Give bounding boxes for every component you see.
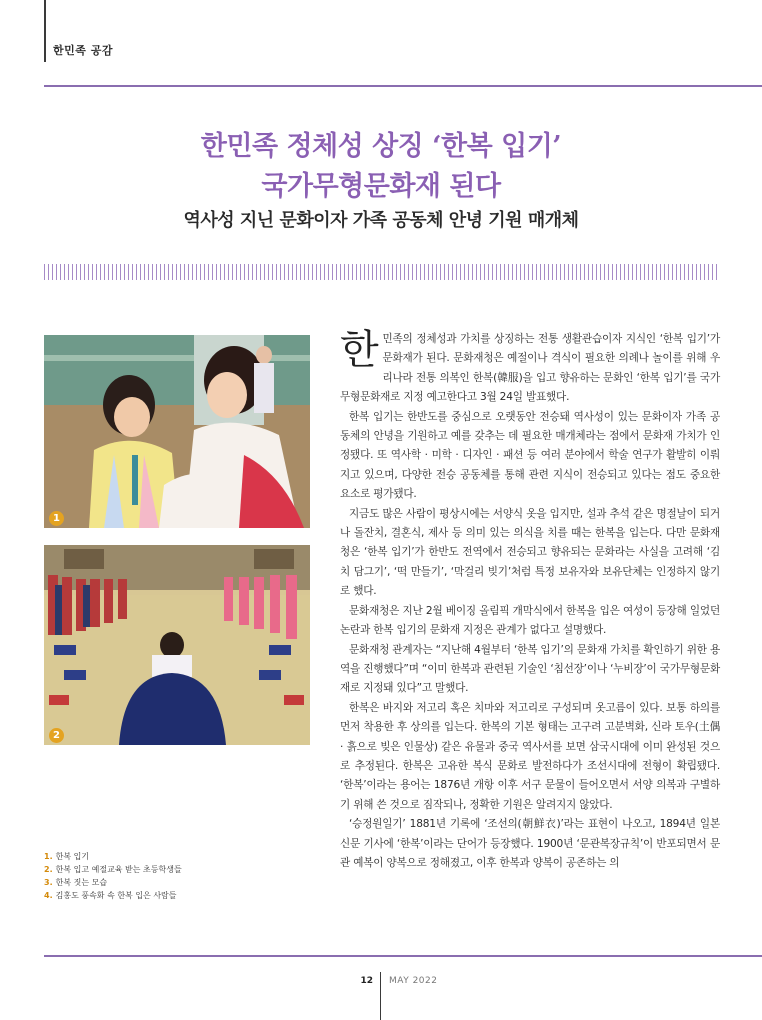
header-vertical-line bbox=[44, 0, 46, 62]
caption-item: 3. 한복 짓는 모습 bbox=[44, 878, 108, 887]
photo-etiquette-class bbox=[44, 545, 310, 745]
photo-1-illustration bbox=[44, 335, 310, 528]
article-paragraph: 지금도 많은 사람이 평상시에는 서양식 옷을 입지만, 설과 추석 같은 명절날이 되거나 돌잔치, 결혼식, 제사 등 의미 있는 의식을 치를 때는 한복을 입는다. 다만 문화재청은 ‘한복 입기’가 한반도 전역에서 전승되고 향유되는 문화라는 사실을 고려해 ‘김치 담그기’, ‘떡 만들기’, ‘막걸리 빚기’처럼 특정 보유자와 보유단체는 인정하지 않기로 했다. bbox=[340, 507, 720, 598]
photo-captions bbox=[44, 850, 304, 902]
article-body bbox=[340, 327, 720, 873]
headline-line-2: 국가무형문화재 된다 bbox=[261, 171, 501, 202]
section-label: 한민족 공감 bbox=[53, 44, 113, 57]
subtitle: 역사성 지닌 문화이자 가족 공동체 안녕 기원 매개체 bbox=[183, 210, 579, 231]
page-number: 12 bbox=[360, 976, 373, 986]
photo-hanbok-dressing bbox=[44, 335, 310, 528]
footer-vertical-line bbox=[380, 972, 381, 1020]
footer-rule bbox=[44, 955, 762, 957]
caption-item: 2. 한복 입고 예절교육 받는 초등학생들 bbox=[44, 865, 182, 874]
article-paragraph: 한복 입기는 한반도를 중심으로 오랫동안 전승돼 역사성이 있는 문화이자 가족 공동체의 안녕을 기원하고 예를 갖추는 데 필요한 매개체라는 점에서 문화재 가치가 인정됐다. 또 역사학 · 미학 · 디자인 · 패션 등 여러 분야에서 학술 연구가 활발히 이뤄지고 있으며, 다양한 전승 공동체를 통해 관련 지식이 전승되고 있다는 점도 중요한 요소로 평가됐다. bbox=[340, 410, 720, 501]
article-paragraph: 문화재청 관계자는 “지난해 4월부터 ‘한복 입기’의 문화재 가치를 확인하기 위한 용역을 진행했다”며 “이미 한복과 관련된 기술인 ‘침선장’이나 ‘누비장’이 국가무형문화재로 지정돼 있다”고 말했다. bbox=[340, 643, 720, 695]
article-paragraph: 한민족의 정체성과 가치를 상징하는 전통 생활관습이자 지식인 ‘한복 입기’가 문화재가 된다. 문화재청은 예절이나 격식이 필요한 의례나 놀이를 위해 우리나라 전통 의복인 한복(韓服)을 입고 향유하는 문화인 ‘한복 입기’를 국가무형문화재로 지정 예고한다고 3월 24일 발표했다. bbox=[340, 327, 720, 404]
photo-badge-2: 2 bbox=[49, 728, 64, 743]
article-paragraph: 한복은 바지와 저고리 혹은 치마와 저고리로 구성되며 옷고름이 있다. 보통 하의를 먼저 착용한 후 상의를 입는다. 한복의 기본 형태는 고구려 고분벽화, 신라 토우(土偶 · 흙으로 빚은 인물상) 같은 유물과 중국 역사서를 보면 삼국시대에 이미 완성된 것으로 추정된다. 한복은 고유한 복식 문화로 발전하다가 조선시대에 전형이 확립됐다. ‘한복’이라는 용어는 1876년 개항 이후 서구 문물이 들어오면서 서양 의복과 구별하기 위해 쓴 것으로 짐작되나, 정확한 기원은 알려지지 않았다. bbox=[340, 701, 720, 811]
drop-cap: 한 bbox=[340, 327, 379, 373]
caption-item: 1. 한복 입기 bbox=[44, 852, 90, 861]
photo-badge-1: 1 bbox=[49, 511, 64, 526]
header-rule bbox=[44, 85, 762, 87]
caption-item: 4. 김홍도 풍속화 속 한복 입은 사람들 bbox=[44, 891, 177, 900]
article-paragraph: ‘승정원일기’ 1881년 기록에 ‘조선의(朝鮮衣)’라는 표현이 나오고, 1894년 일본 신문 기사에 ‘한복’이라는 단어가 등장했다. 1900년 ‘문관복장규칙’이 반포되면서 문관 예복이 양복으로 정해졌고, 이후 한복과 양복이 공존하는 의 bbox=[340, 818, 720, 869]
photo-2-illustration bbox=[44, 545, 310, 745]
headline-line-1: 한민족 정체성 상징 ‘한복 입기’ bbox=[200, 131, 562, 162]
article-paragraph: 문화재청은 지난 2월 베이징 올림픽 개막식에서 한복을 입은 여성이 등장해 일었던 논란과 한복 입기의 문화재 지정은 관계가 없다고 설명했다. bbox=[340, 604, 720, 637]
decorative-striped-bar bbox=[44, 264, 719, 280]
issue-date: MAY 2022 bbox=[389, 976, 438, 986]
